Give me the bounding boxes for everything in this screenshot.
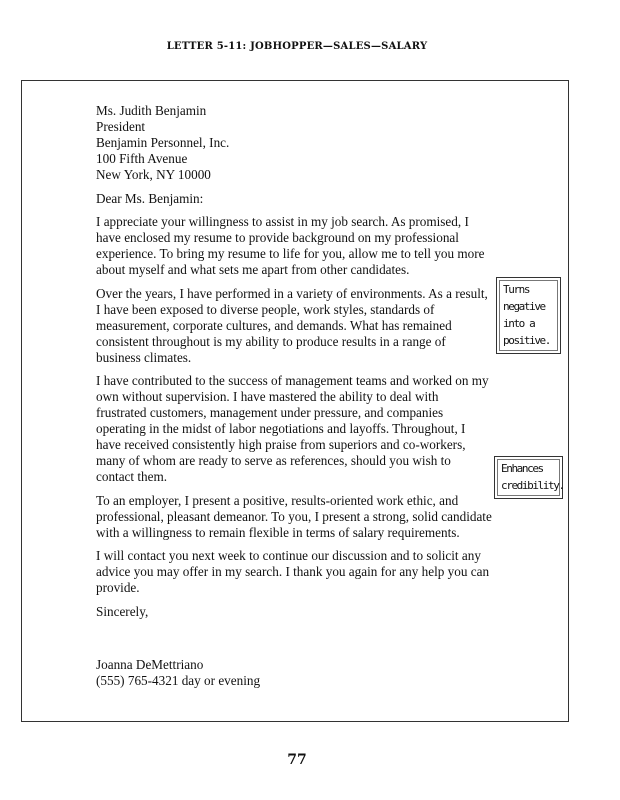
signature-space [96, 627, 492, 657]
page-header: LETTER 5-11: JOBHOPPER—SALES—SALARY [166, 41, 428, 52]
paragraph-4: To an employer, I present a positive, results-oriented work ethic, and professional, pleasant demeanor. To you, I present a strong, solid candidate with a willingness to remain flexible in terms of salary requirements. [96, 492, 492, 540]
paragraph-2: Over the years, I have performed in a variety of environments. As a result, I have been exposed to diverse people, work styles, standards of measurement, corporate cultures, and demands. What has remained consistent throughout is my ability to produce results in a range of business climates. [96, 285, 488, 365]
letter-body [96, 103, 492, 689]
paragraph-5: I will contact you next week to continue our discussion and to solicit any advice you may offer in my search. I thank you again for any help you can provide. [96, 548, 490, 595]
margin-note-text: Enhances credibility. [501, 462, 564, 492]
recipient-address [96, 103, 492, 183]
recipient-city: New York, NY 10000 [96, 167, 211, 182]
recipient-street: 100 Fifth Avenue [96, 151, 188, 166]
paragraph-1: I appreciate your willingness to assist in my job search. As promised, I have enclosed my resume to provide background on my professional experience. To bring my resume to life for you, allow me to tell you more about myself and what sets me apart from other candidates. [96, 214, 485, 277]
signature-name: Joanna DeMettriano [96, 657, 204, 672]
signature-phone: (555) 765-4321 day or evening [96, 673, 261, 688]
margin-note-negative-to-positive [496, 277, 561, 354]
recipient-name: Ms. Judith Benjamin [96, 103, 207, 118]
closing: Sincerely, [96, 603, 149, 619]
recipient-title: President [96, 119, 146, 134]
recipient-company: Benjamin Personnel, Inc. [96, 135, 230, 150]
salutation: Dear Ms. Benjamin: [96, 190, 204, 206]
margin-note-credibility [494, 456, 563, 499]
margin-note-text: Turns negative into a positive. [503, 283, 551, 347]
paragraph-3: I have contributed to the success of management teams and worked on my own without supervision. I have mastered the ability to deal with frustrated customers, management under pressure, and companies operating in the midst of labor negotiations and layoffs. Throughout, I have received consistently high praise from superiors and co-workers, many of whom are ready to serve as references, should you wish to contact them. [96, 373, 489, 484]
page-number: 77 [287, 752, 307, 768]
